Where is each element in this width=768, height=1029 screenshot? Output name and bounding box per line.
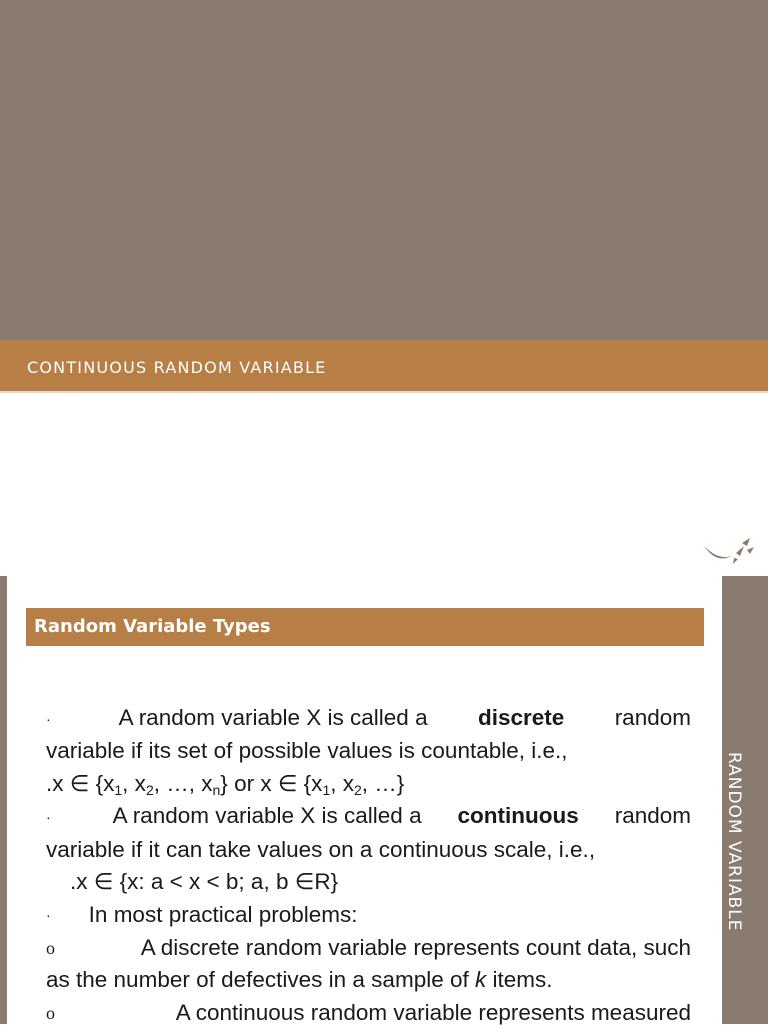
bullet-continuous-line1: [46, 800, 691, 833]
term-continuous: continuous: [457, 803, 579, 829]
title-slide: [0, 0, 768, 512]
sub-bullet-discrete-line2: as the number of defectives in a sample of k items.: [46, 967, 553, 993]
title-divider: [0, 391, 768, 393]
bullet-practical: [46, 899, 691, 932]
section-header-text: Random Variable Types: [34, 616, 271, 637]
swirl-logo-icon: [700, 532, 760, 572]
slide-body: [46, 702, 691, 1029]
slide-title: CONTINUOUS RANDOM VARIABLE: [27, 358, 327, 377]
sub-bullet-discrete-line1: [46, 932, 691, 965]
bullet-continuous-line2: variable if it can take values on a continuous scale, i.e.,: [46, 836, 596, 862]
bullet-practical-text: In most practical problems:: [88, 901, 358, 927]
bullet-discrete-line2: variable if its set of possible values is countable, i.e.,: [46, 738, 568, 764]
bullet-discrete-line1: [46, 702, 691, 735]
bullet-marker: ·: [46, 809, 51, 826]
term-discrete: discrete: [477, 705, 565, 730]
side-label: RANDOM VARIABLE: [724, 752, 744, 932]
sub-bullet-discrete-text: A discrete random variable represents count data, such: [140, 934, 691, 960]
bullet-continuous-post: random: [614, 803, 691, 829]
sub-bullet-continuous-line1: [46, 997, 691, 1029]
title-slide-top-panel: [0, 0, 768, 340]
sub-bullet-marker: o: [46, 1002, 55, 1023]
sub-bullet-marker: o: [46, 937, 55, 958]
bullet-marker: ·: [46, 907, 51, 924]
formula-discrete: .x ∈ {$x_1$, $x_2$, …, $x_n$} or x ∈ {$x_1$, $x_2$, …}: [46, 770, 405, 798]
left-accent-bar: [0, 576, 7, 1024]
bullet-discrete-pre: A random variable X is called a: [118, 705, 428, 730]
formula-continuous: .x ∈ {x: a < x < b; a, b ∈R}: [70, 869, 339, 895]
bullet-discrete-post: random: [614, 705, 691, 730]
sub-bullet-continuous-text: A continuous random variable represents measured: [175, 999, 691, 1025]
bullet-continuous-pre: A random variable X is called a: [112, 803, 422, 829]
bullet-marker: ·: [46, 710, 51, 727]
content-slide: [0, 512, 768, 1024]
section-header: [26, 608, 704, 646]
